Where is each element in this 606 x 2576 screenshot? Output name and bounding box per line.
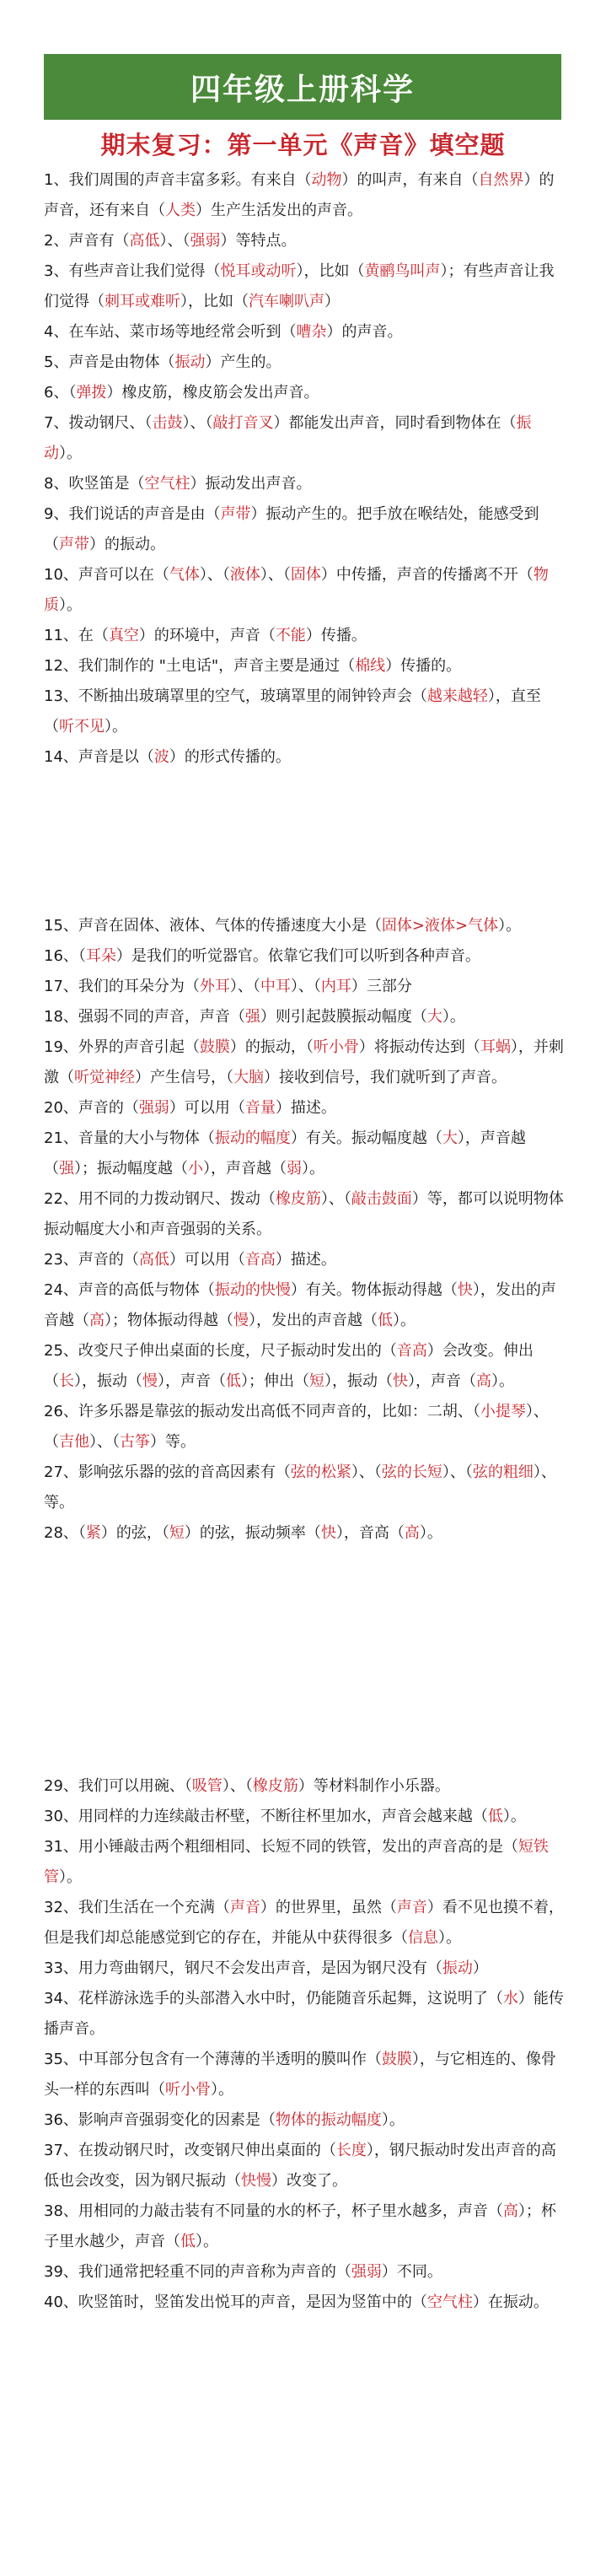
question-text: ） (324, 293, 340, 310)
question-text: ）、（ (260, 566, 291, 584)
question-text: ）的声音。 (326, 323, 403, 341)
question-text: ）、（ (290, 978, 321, 995)
question-text: 36、影响声音强弱变化的因素是（ (44, 2111, 276, 2129)
question-text: ）的弦，振动频率（ (184, 1524, 321, 1542)
question-text: 22、用不同的力拨动钢尺、拨动（ (44, 1190, 276, 1208)
question-text: ）。 (419, 1524, 442, 1542)
answer-text: 声音 (229, 1899, 260, 1916)
question-item (44, 317, 566, 348)
question-text: ）能传播声音。 (44, 1990, 564, 2038)
answer-text: 真空 (108, 627, 139, 644)
question-text: 32、我们生活在一个充满（ (44, 1899, 230, 1916)
question-text: 14、声音是以（ (44, 748, 154, 766)
question-text: ）；伸出（ (241, 1372, 309, 1390)
answer-text: 大脑 (233, 1069, 264, 1086)
question-item (44, 226, 566, 256)
question-item (44, 469, 566, 499)
question-text: ）。 (442, 1008, 465, 1026)
question-item (44, 1002, 566, 1032)
answer-text: 听小骨 (165, 2081, 211, 2099)
question-text: ）等。 (150, 1433, 196, 1451)
question-text: 18、强弱不同的声音，声音（ (44, 1008, 245, 1026)
answer-text: 物体的振动幅度 (275, 2111, 382, 2129)
question-text: 20、声音的（ (44, 1099, 139, 1117)
question-item (44, 560, 566, 621)
answer-text: 低 (487, 1808, 503, 1825)
answer-text: 弱 (287, 1160, 302, 1178)
question-text: ），音高（ (335, 1524, 405, 1542)
question-text: 37、在拨动钢尺时，改变钢尺伸出桌面的（ (44, 2142, 336, 2159)
question-item (44, 1184, 566, 1245)
page-title-banner (44, 54, 561, 120)
question-text: 40、吹竖笛时，竖笛发出悦耳的声音，是因为竖笛中的（ (44, 2293, 427, 2311)
answer-text: 慢 (142, 1372, 158, 1390)
answer-text: 动物 (311, 171, 342, 189)
question-text: ）的弦，（ (100, 1524, 169, 1542)
answer-text: 短铁管 (44, 1838, 549, 1886)
answer-text: 吉他 (59, 1433, 89, 1451)
question-text: ），发出的声音越（ (44, 1281, 556, 1329)
question-text: ）、（ (320, 1190, 351, 1208)
question-text: ），钢尺振动时发出声音的高低也会改变，因为钢尺振动（ (44, 2142, 556, 2190)
question-text: ）。 (381, 2111, 405, 2129)
question-item (44, 1518, 566, 1549)
question-item (44, 621, 566, 651)
answer-text: 刺耳或难听 (105, 293, 180, 310)
question-text: ）、等。 (44, 1463, 556, 1512)
question-text: 17、我们的耳朵分为（ (44, 978, 200, 995)
answer-text: 音高 (244, 1251, 276, 1269)
question-text: ）、（ (222, 1777, 253, 1795)
question-text: ）产生信号，（ (135, 1069, 233, 1086)
question-text: ）会改变。伸出（ (44, 1342, 534, 1390)
question-item (44, 941, 566, 972)
question-item (44, 1458, 566, 1518)
question-text: 38、用相同的力敲击装有不同量的水的杯子，杯子里水越多，声音（ (44, 2202, 503, 2220)
question-text: ），振动（ (74, 1372, 142, 1390)
answer-text: 波 (153, 748, 169, 766)
question-text: ）等材料制作小乐器。 (298, 1777, 450, 1795)
answer-text: 弹拨 (76, 384, 107, 401)
question-item (44, 1984, 566, 2045)
answer-text: 低 (226, 1372, 241, 1390)
question-text: 1、我们周围的声音丰富多彩。有来自（ (44, 171, 312, 189)
question-item (44, 2136, 566, 2196)
question-item (44, 1832, 566, 1893)
question-text: 27、影响弦乐器的弦的音高因素有（ (44, 1463, 291, 1481)
question-text: ）、（ (229, 978, 260, 995)
question-text: ）。 (59, 596, 82, 614)
question-text: 30、用同样的力连续敲击杯壁，不断往杯里加水，声音会越来越（ (44, 1808, 488, 1825)
question-text: ）是我们的听觉器官。依靠它我们可以听到各种声音。 (115, 947, 480, 965)
answer-text: 弦的长短 (381, 1463, 442, 1481)
answer-text: 空气柱 (144, 475, 190, 493)
answer-text: 低 (378, 1312, 393, 1329)
question-item (44, 1893, 566, 1954)
question-text: ）。 (59, 445, 82, 462)
question-section-1 (44, 165, 566, 773)
question-section-2 (44, 911, 566, 1549)
question-text: ），发出的声音越（ (249, 1312, 378, 1329)
question-text: ）接收到信号，我们就听到了声音。 (264, 1069, 507, 1086)
answer-text: 低 (180, 2233, 196, 2250)
question-text: 21、音量的大小与物体（ (44, 1129, 215, 1147)
answer-text: 棉线 (355, 657, 386, 675)
question-text: ）都能发出声音，同时看到物体在（ (273, 414, 517, 432)
question-text: 34、花样游泳选手的头部潜入水中时，仍能随音乐起舞，这说明了（ (44, 1990, 503, 2007)
answer-text: 古筝 (120, 1433, 150, 1451)
question-section-3 (44, 1771, 566, 2318)
question-text: ）、（ (182, 414, 213, 432)
question-text: 7、拨动钢尺、（ (44, 414, 153, 432)
answer-text: 嘈杂 (296, 323, 327, 341)
answer-text: 听不见 (59, 718, 105, 736)
question-text: ） (472, 1959, 488, 1977)
question-text: ），直至（ (44, 687, 541, 736)
answer-text: 快慢 (241, 2172, 271, 2190)
question-item (44, 2196, 566, 2257)
answer-text: 振动的快慢 (214, 1281, 291, 1299)
question-text: ）。 (196, 2233, 218, 2250)
answer-text: 物质 (44, 566, 549, 614)
answer-text: 击鼓 (152, 414, 183, 432)
question-text: 15、声音在固体、液体、气体的传播速度大小是（ (44, 917, 382, 935)
question-text: ）；物体振动得越（ (105, 1312, 233, 1329)
question-text: ）橡皮筋，橡皮筋会发出声音。 (106, 384, 319, 401)
answer-text: 音量 (244, 1099, 276, 1117)
answer-text: 强弱 (138, 1099, 169, 1117)
answer-text: 长 (59, 1372, 74, 1390)
question-text: ）；振动幅度越（ (74, 1160, 188, 1178)
answer-text: 耳蜗 (480, 1038, 511, 1056)
answer-text: 听觉神经 (74, 1069, 135, 1086)
question-text: 39、我们通常把轻重不同的声音称为声音的（ (44, 2263, 351, 2281)
question-text: ）。 (498, 917, 522, 935)
answer-text: 振动 (442, 1959, 473, 1977)
answer-text: 快 (320, 1524, 336, 1542)
question-text: 31、用小锤敲击两个粗细相同、长短不同的铁管，发出的声音高的是（ (44, 1838, 518, 1856)
question-text: 29、我们可以用碗、（ (44, 1777, 192, 1795)
page-subtitle: 期末复习：第一单元《声音》填空题 (100, 131, 506, 159)
answer-text: 固体 (290, 566, 321, 584)
question-text: ），声音（ (158, 1372, 226, 1390)
question-text: 19、外界的声音引起（ (44, 1038, 200, 1056)
question-text: 3、有些声音让我们觉得（ (44, 262, 221, 280)
question-text: ）描述。 (275, 1099, 336, 1117)
question-text: ）将振动传达到（ (358, 1038, 480, 1056)
question-item (44, 1032, 566, 1093)
answer-text: 空气柱 (426, 2293, 473, 2311)
question-text: ）、（ (442, 1463, 473, 1481)
answer-text: 强 (244, 1008, 260, 1026)
question-item (44, 2045, 566, 2105)
answer-text: 快 (393, 1372, 408, 1390)
question-text: ）等特点。 (220, 232, 297, 250)
question-item (44, 651, 566, 682)
answer-text: 大 (442, 1129, 458, 1147)
question-text: ），与它相连的、像骨头一样的东西叫（ (44, 2051, 556, 2099)
answer-text: 不能 (275, 627, 306, 644)
question-text: ）等，都可以说明物体振动幅度大小和声音强弱的关系。 (44, 1190, 564, 1238)
answer-text: 声带 (220, 505, 251, 523)
question-text: ），并刺激（ (44, 1038, 564, 1086)
question-text: 23、声音的（ (44, 1251, 139, 1269)
question-item (44, 911, 566, 941)
answer-text: 敲打音叉 (212, 414, 274, 432)
answer-text: 气体 (169, 566, 200, 584)
question-text: ）的世界里，虽然（ (260, 1899, 397, 1916)
question-text: ）则引起鼓膜振动幅度（ (260, 1008, 427, 1026)
answer-text: 水 (502, 1990, 518, 2007)
question-item (44, 2288, 566, 2318)
answer-text: 强弱 (190, 232, 221, 250)
question-text: ）。 (491, 1372, 514, 1390)
question-text: ）有关。物体振动得越（ (290, 1281, 458, 1299)
question-item (44, 1802, 566, 1832)
question-text: ）的声音，还有来自（ (44, 171, 555, 219)
answer-text: 快 (457, 1281, 473, 1299)
question-text: ）传播的。 (385, 657, 462, 675)
answer-text: 液体 (229, 566, 260, 584)
question-text: 13、不断抽出玻璃罩里的空气，玻璃罩里的闹钟铃声会（ (44, 687, 427, 705)
question-item (44, 499, 566, 560)
question-item (44, 2257, 566, 2288)
answer-text: 弦的粗细 (472, 1463, 534, 1481)
question-text: 16、（ (44, 947, 86, 965)
answer-text: 固体>液体>气体 (381, 917, 499, 935)
answer-text: 自然界 (478, 171, 524, 189)
question-text: 26、许多乐器是靠弦的振动发出高低不同声音的，比如：二胡、（ (44, 1403, 480, 1420)
answer-text: 高 (502, 2202, 518, 2220)
question-text: ）。 (59, 1868, 82, 1886)
question-text: 5、声音是由物体（ (44, 353, 175, 371)
question-item (44, 1245, 566, 1275)
answer-text: 橡皮筋 (252, 1777, 298, 1795)
question-text: ）描述。 (275, 1251, 336, 1269)
question-item (44, 1771, 566, 1802)
question-item (44, 378, 566, 408)
question-item (44, 972, 566, 1002)
answer-text: 振动 (174, 353, 206, 371)
question-text: 35、中耳部分包含有一个薄薄的半透明的膜叫作（ (44, 2051, 382, 2068)
question-text: 12、我们制作的 "土电话"，声音主要是通过（ (44, 657, 356, 675)
question-text: 6、（ (44, 384, 77, 401)
answer-text: 高 (476, 1372, 491, 1390)
answer-text: 人类 (165, 202, 196, 219)
answer-text: 强 (59, 1160, 74, 1178)
answer-text: 吸管 (191, 1777, 223, 1795)
question-text: 4、在车站、菜市场等地经常会听到（ (44, 323, 297, 341)
answer-text: 中耳 (260, 978, 291, 995)
answer-text: 越来越轻 (426, 687, 488, 705)
question-text: ）；有些声音让我们觉得（ (44, 262, 555, 310)
question-text: ）、（ (351, 1463, 382, 1481)
question-text: ）。 (393, 1312, 416, 1329)
question-text: ）可以用（ (169, 1099, 245, 1117)
question-item (44, 682, 566, 742)
question-text: ），声音（ (408, 1372, 476, 1390)
answer-text: 敲击鼓面 (351, 1190, 412, 1208)
question-text: ）的振动。 (89, 536, 165, 553)
answer-text: 小提琴 (480, 1403, 526, 1420)
question-item (44, 742, 566, 773)
answer-text: 紧 (85, 1524, 101, 1542)
question-text: 28、（ (44, 1524, 86, 1542)
answer-text: 鼓膜 (199, 1038, 230, 1056)
question-text: 10、声音可以在（ (44, 566, 169, 584)
answer-text: 高低 (129, 232, 160, 250)
answer-text: 振动的幅度 (214, 1129, 291, 1147)
answer-text: 信息 (408, 1929, 438, 1947)
question-text: ）的叫声，有来自（ (341, 171, 479, 189)
answer-text: 黄鹂鸟叫声 (364, 262, 441, 280)
question-text: ）的振动，（ (229, 1038, 314, 1056)
question-item (44, 348, 566, 378)
question-text: ），声音越（ (203, 1160, 287, 1178)
question-text: ），振动（ (324, 1372, 393, 1390)
page-title: 四年级上册科学 (190, 72, 415, 107)
question-text: ）三部分 (351, 978, 412, 995)
question-text: ）改变了。 (271, 2172, 347, 2190)
question-text: 11、在（ (44, 627, 109, 644)
question-text: ），比如（ (296, 262, 365, 280)
question-text: ）、（ (199, 566, 230, 584)
question-text: 9、我们说话的声音是由（ (44, 505, 221, 523)
answer-text: 声音 (396, 1899, 427, 1916)
question-item (44, 1275, 566, 1336)
question-text: ）。 (302, 1160, 324, 1178)
question-text: ）、（ (159, 232, 190, 250)
question-text: ）的形式传播的。 (169, 748, 291, 766)
question-text: 24、声音的高低与物体（ (44, 1281, 215, 1299)
answer-text: 音高 (396, 1342, 427, 1360)
question-text: 8、吹竖笛是（ (44, 475, 145, 493)
question-text: ）可以用（ (169, 1251, 245, 1269)
question-item (44, 1336, 566, 1397)
question-text: ）；杯子里水越少，声音（ (44, 2202, 556, 2250)
answer-text: 耳朵 (85, 947, 116, 965)
answer-text: 强弱 (351, 2263, 382, 2281)
question-text: ）。 (211, 2081, 233, 2099)
question-text: ），声音越（ (44, 1129, 526, 1178)
question-text: ）传播。 (305, 627, 367, 644)
question-text: ），比如（ (180, 293, 249, 310)
answer-text: 弦的松紧 (290, 1463, 351, 1481)
question-text: ）有关。振动幅度越（ (290, 1129, 442, 1147)
question-item (44, 256, 566, 317)
answer-text: 短 (309, 1372, 324, 1390)
answer-text: 小 (188, 1160, 203, 1178)
answer-text: 听小骨 (313, 1038, 359, 1056)
question-text: ）中传播，声音的传播离不开（ (320, 566, 534, 584)
question-text: ）产生的。 (205, 353, 282, 371)
question-text: ）的环境中，声音（ (138, 627, 276, 644)
question-text: ）振动发出声音。 (190, 475, 312, 493)
question-text: 33、用力弯曲钢尺，钢尺不会发出声音，是因为钢尺没有（ (44, 1959, 442, 1977)
question-item (44, 165, 566, 226)
answer-text: 振动 (44, 414, 532, 462)
question-text: 2、声音有（ (44, 232, 130, 250)
answer-text: 汽车喇叭声 (249, 293, 324, 310)
question-item (44, 1954, 566, 1984)
answer-text: 橡皮筋 (275, 1190, 321, 1208)
question-text: ）、（ (44, 1403, 549, 1451)
question-item (44, 2105, 566, 2136)
answer-text: 高 (404, 1524, 420, 1542)
question-item (44, 1397, 566, 1458)
question-text: ）振动产生的。把手放在喉结处，能感受到（ (44, 505, 539, 553)
question-text: ）、（ (89, 1433, 120, 1451)
answer-text: 鼓膜 (381, 2051, 412, 2068)
answer-text: 高低 (138, 1251, 169, 1269)
answer-text: 声带 (59, 536, 89, 553)
answer-text: 短 (169, 1524, 185, 1542)
question-text: ）。 (105, 718, 127, 736)
question-text: ）在振动。 (472, 2293, 549, 2311)
answer-text: 慢 (233, 1312, 249, 1329)
question-item (44, 1093, 566, 1124)
question-item (44, 408, 566, 469)
answer-text: 高 (89, 1312, 105, 1329)
question-text: ）不同。 (381, 2263, 442, 2281)
question-text: ）生产生活发出的声音。 (196, 202, 362, 219)
answer-text: 长度 (335, 2142, 367, 2159)
question-text: ）。 (502, 1808, 526, 1825)
question-text: ）看不见也摸不着，但是我们却总能感觉到它的存在，并能从中获得很多（ (44, 1899, 564, 1947)
answer-text: 大 (426, 1008, 442, 1026)
question-text: ）。 (438, 1929, 461, 1947)
answer-text: 悦耳或动听 (220, 262, 297, 280)
question-text: 25、改变尺子伸出桌面的长度，尺子振动时发出的（ (44, 1342, 397, 1360)
question-item (44, 1124, 566, 1184)
answer-text: 外耳 (199, 978, 230, 995)
answer-text: 内耳 (320, 978, 351, 995)
